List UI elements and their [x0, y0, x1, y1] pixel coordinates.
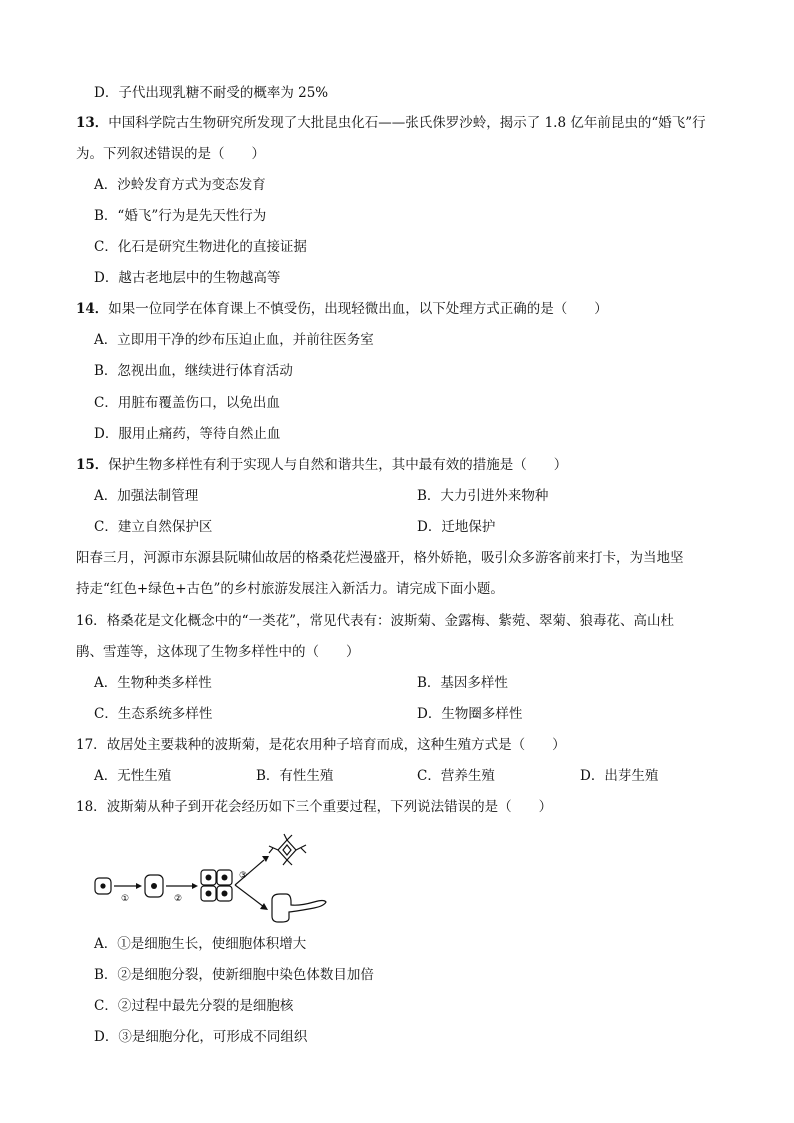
- question-number: 17．: [76, 737, 107, 753]
- intro-passage: 阳春三月，河源市东源县阮啸仙故居的格桑花烂漫盛开，格外娇艳，吸引众多游客前来打卡，为当地坚: [76, 550, 684, 566]
- q17-option-b: B．有性生殖: [256, 768, 334, 784]
- question-text: 如果一位同学在体育课上不慎受伤，出现轻微出血，以下处理方式正确的是（ ）: [108, 301, 608, 317]
- q13-option-c: C．化石是研究生物进化的直接证据: [94, 239, 307, 255]
- q14-option-d: D．服用止痛药，等待自然止血: [94, 426, 281, 442]
- question-13-cont: 为。下列叙述错误的是（ ）: [76, 146, 265, 162]
- q17-option-a: A．无性生殖: [94, 768, 172, 784]
- arrow-1: [114, 883, 142, 904]
- q14-option-a: A．立即用干净的纱布压迫止血，并前往医务室: [94, 332, 374, 348]
- q15-option-d: D．迁地保护: [417, 519, 496, 535]
- q13-option-d: D．越古老地层中的生物越高等: [94, 270, 281, 286]
- question-number: 18．: [76, 799, 107, 815]
- q17-option-d: D．出芽生殖: [580, 768, 659, 784]
- step-3-label: ③: [238, 871, 248, 881]
- elongated-cell: [272, 894, 326, 922]
- question-17: [76, 736, 566, 754]
- q16-option-d: D．生物圈多样性: [417, 706, 523, 722]
- q15-option-b: B．大力引进外来物种: [417, 488, 549, 504]
- q14-option-c: C．用脏布覆盖伤口，以免出血: [94, 395, 280, 411]
- question-number: 13．: [76, 115, 109, 131]
- divided-cells: [201, 870, 232, 901]
- intro-passage-cont: 持走“红色+绿色+古色”的乡村旅游发展注入新活力。请完成下面小题。: [76, 581, 504, 597]
- q16-option-c: C．生态系统多样性: [94, 706, 213, 722]
- question-16: [76, 612, 674, 630]
- q15-option-c: C．建立自然保护区: [94, 519, 213, 535]
- question-text: 故居处主要栽种的波斯菊，是花农用种子培育而成，这种生殖方式是（ ）: [106, 737, 566, 753]
- grown-cell: [145, 875, 163, 897]
- question-16-cont: 鹃、雪莲等，这体现了生物多样性中的（ ）: [76, 644, 360, 660]
- arrow-2: [166, 883, 198, 904]
- step-2-label: ②: [173, 894, 183, 904]
- single-cell: [95, 878, 111, 894]
- q17-option-c: C．营养生殖: [417, 768, 495, 784]
- q13-option-a: A．沙蛉发育方式为变态发育: [94, 177, 266, 193]
- cell-process-diagram: [92, 832, 332, 924]
- q14-option-b: B．忽视出血，继续进行体育活动: [94, 363, 293, 379]
- q15-option-a: A．加强法制管理: [94, 488, 199, 504]
- question-text: 格桑花是文化概念中的“一类花”，常见代表有：波斯菊、金露梅、紫菀、翠菊、狼毒花、高山杜: [106, 613, 674, 629]
- question-14: [76, 300, 608, 318]
- q16-option-b: B．基因多样性: [417, 675, 508, 691]
- q16-option-a: A．生物种类多样性: [94, 675, 212, 691]
- q13-option-b: B．“婚飞”行为是先天性行为: [94, 208, 267, 224]
- question-number: 14．: [76, 301, 109, 317]
- q12-option-d: D．子代出现乳糖不耐受的概率为 25%: [94, 85, 329, 101]
- q18-option-c: C．②过程中最先分裂的是细胞核: [94, 998, 294, 1014]
- question-number: 15．: [76, 457, 109, 473]
- q18-option-a: A．①是细胞生长，使细胞体积增大: [94, 936, 307, 952]
- question-text: 中国科学院古生物研究所发现了大批昆虫化石——张氏侏罗沙蛉，揭示了 1.8 亿年前昆虫的“婚飞”行: [108, 115, 706, 131]
- question-number: 16．: [76, 613, 107, 629]
- question-13: [76, 114, 706, 132]
- question-15: [76, 456, 567, 474]
- q18-option-b: B．②是细胞分裂，使新细胞中染色体数目加倍: [94, 967, 374, 983]
- arrow-3: [235, 856, 269, 910]
- q18-option-d: D．③是细胞分化，可形成不同组织: [94, 1029, 308, 1045]
- question-text: 保护生物多样性有利于实现人与自然和谐共生，其中最有效的措施是（ ）: [108, 457, 568, 473]
- step-1-label: ①: [120, 894, 130, 904]
- branched-cell: [269, 834, 306, 865]
- question-18: [76, 798, 552, 816]
- question-text: 波斯菊从种子到开花会经历如下三个重要过程，下列说法错误的是（ ）: [106, 799, 553, 815]
